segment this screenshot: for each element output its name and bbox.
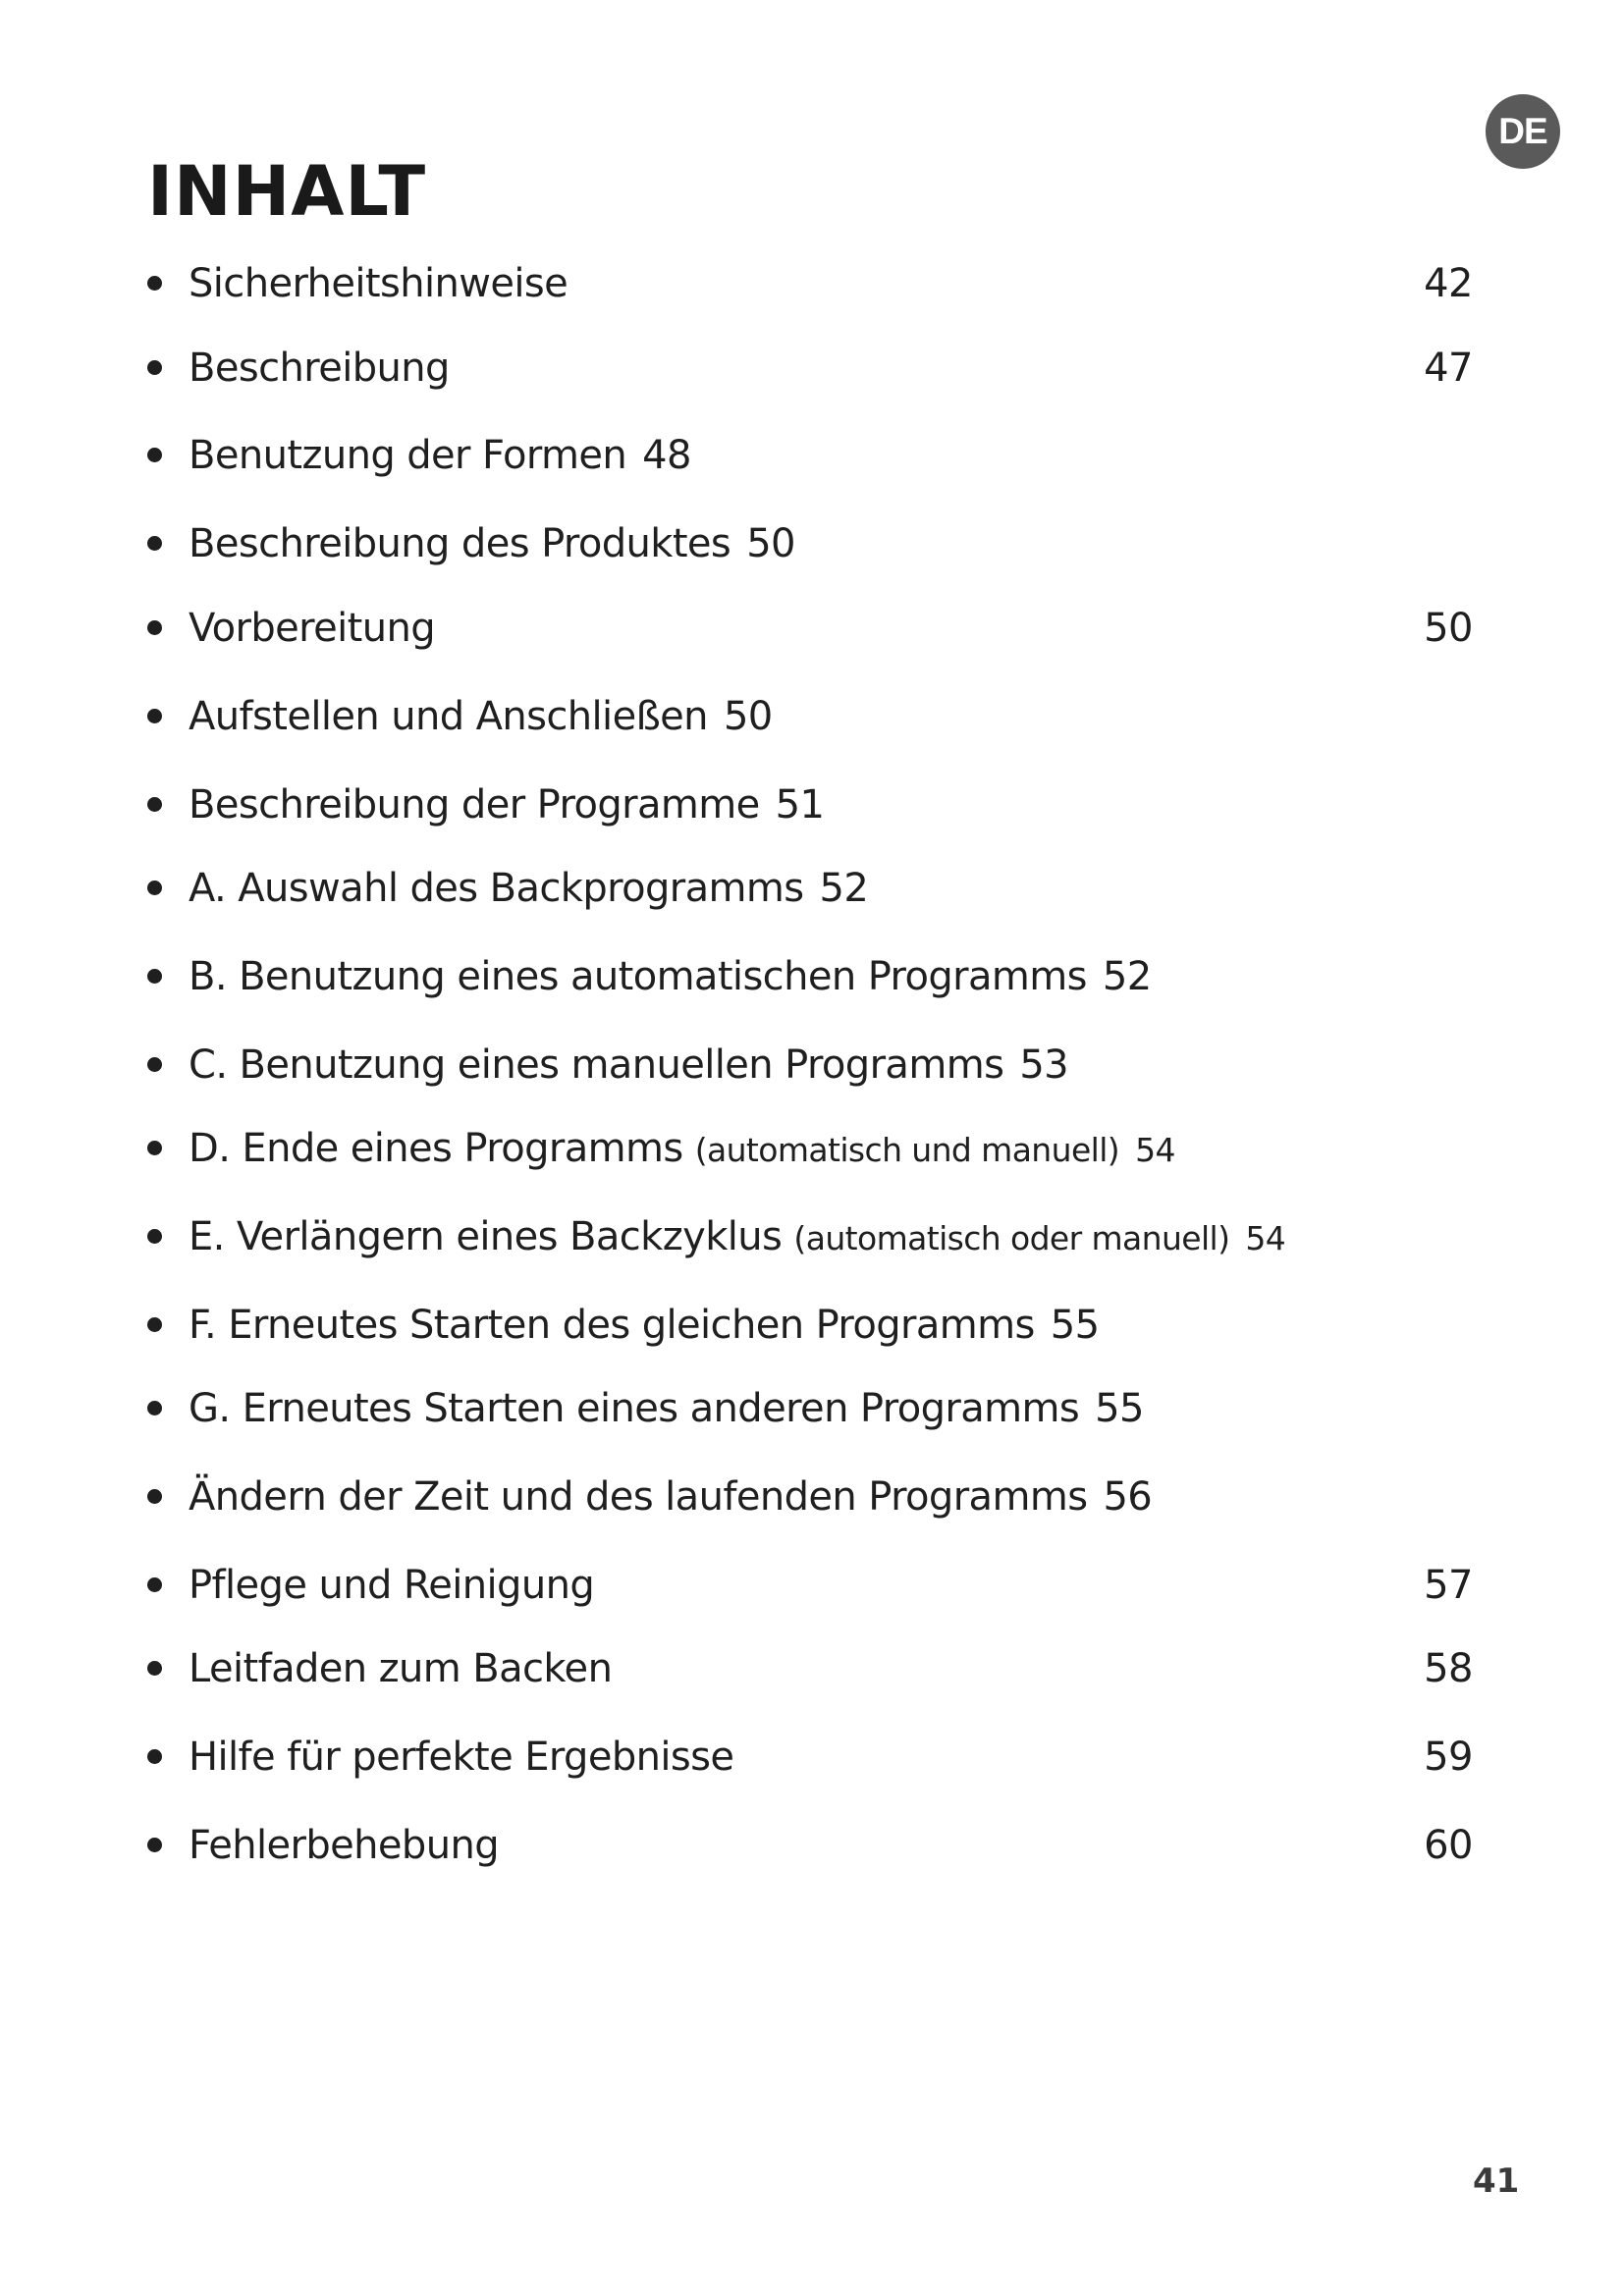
toc-item-aendern[interactable]	[147, 1468, 1473, 1526]
toc-item-page: 48	[642, 433, 691, 478]
toc-item-text	[189, 1036, 1068, 1095]
toc-item-c[interactable]	[147, 1036, 1473, 1095]
toc-item-text	[189, 947, 1152, 1006]
toc-item-label: B. Benutzung eines automatischen Programms	[189, 954, 1087, 999]
toc-item-d[interactable]	[147, 1119, 1473, 1178]
toc-item-page: 58	[1424, 1646, 1473, 1691]
toc-item-label: F. Erneutes Starten des gleichen Programms	[189, 1303, 1035, 1348]
toc-item-page: 51	[775, 782, 825, 828]
toc-item-page: 50	[1424, 606, 1473, 651]
toc-item-page: 42	[1424, 261, 1473, 306]
toc-item-page: 54	[1135, 1131, 1175, 1169]
toc-item-note: (automatisch und manuell)	[694, 1131, 1120, 1169]
toc-item-note: (automatisch oder manuell)	[793, 1219, 1230, 1257]
toc-item-text	[189, 426, 691, 485]
toc-item-label: Beschreibung	[189, 346, 450, 391]
toc-item-label: Leitfaden zum Backen	[189, 1646, 613, 1691]
toc-item-page: 55	[1050, 1303, 1100, 1348]
toc-item-beschreibung-des-produktes[interactable]	[147, 514, 1473, 573]
toc-item-label: Aufstellen und Anschließen	[189, 694, 708, 739]
toc-item-text	[189, 1119, 1175, 1180]
toc-item-b[interactable]	[147, 947, 1473, 1006]
toc-item-sicherheitshinweise[interactable]	[147, 254, 1473, 313]
bullet-icon	[147, 620, 162, 635]
toc-item-page: 52	[819, 866, 869, 911]
toc-item-a[interactable]	[147, 859, 1473, 918]
bullet-icon	[147, 1229, 162, 1244]
toc-item-beschreibung-der-programme[interactable]	[147, 775, 1473, 834]
bullet-icon	[147, 1838, 162, 1852]
toc-item-text	[189, 514, 795, 573]
toc-item-text	[189, 1207, 1285, 1268]
bullet-icon	[147, 276, 162, 291]
bullet-icon	[147, 1577, 162, 1592]
toc-item-label: Hilfe für perfekte Ergebnisse	[189, 1735, 734, 1780]
bullet-icon	[147, 709, 162, 723]
toc-item-label: Beschreibung der Programme	[189, 782, 760, 828]
bullet-icon	[147, 1141, 162, 1155]
toc-item-page: 50	[746, 521, 795, 566]
toc-item-beschreibung[interactable]	[147, 339, 1473, 398]
page-number: 41	[1473, 2162, 1520, 2201]
bullet-icon	[147, 536, 162, 551]
toc-item-page: 59	[1424, 1735, 1473, 1780]
bullet-icon	[147, 797, 162, 812]
toc-item-page: 55	[1095, 1386, 1144, 1431]
toc-item-label: A. Auswahl des Backprogramms	[189, 866, 804, 911]
language-badge: DE	[1486, 94, 1560, 169]
toc-item-page: 60	[1424, 1823, 1473, 1868]
toc-item-page: 47	[1424, 346, 1473, 391]
toc-item-page: 52	[1102, 954, 1152, 999]
bullet-icon	[147, 1057, 162, 1072]
toc-item-g[interactable]	[147, 1379, 1473, 1438]
toc-item-hilfe[interactable]	[147, 1728, 1473, 1787]
toc-item-label: D. Ende eines Programms	[189, 1126, 683, 1171]
toc-item-text	[189, 1468, 1152, 1526]
bullet-icon	[147, 1661, 162, 1676]
toc-item-page: 54	[1245, 1219, 1286, 1257]
toc-item-vorbereitung[interactable]	[147, 599, 1473, 658]
page-title: INHALT	[147, 151, 427, 232]
toc-item-label: Ändern der Zeit und des laufenden Programms	[189, 1474, 1088, 1520]
toc-item-label: E. Verlängern eines Backzyklus	[189, 1214, 783, 1259]
toc-item-label: Benutzung der Formen	[189, 433, 627, 478]
bullet-icon	[147, 969, 162, 984]
toc-item-label: G. Erneutes Starten eines anderen Programms	[189, 1386, 1080, 1431]
bullet-icon	[147, 1489, 162, 1504]
toc-item-text	[189, 859, 868, 918]
bullet-icon	[147, 881, 162, 895]
toc-item-label: Vorbereitung	[189, 606, 436, 651]
bullet-icon	[147, 1317, 162, 1332]
toc-item-leitfaden[interactable]	[147, 1639, 1473, 1698]
toc-item-text	[189, 687, 773, 746]
toc-item-label: Sicherheitshinweise	[189, 261, 568, 306]
toc-item-fehlerbehebung[interactable]	[147, 1816, 1473, 1875]
toc-item-page: 56	[1103, 1474, 1153, 1520]
bullet-icon	[147, 448, 162, 462]
toc-item-page: 57	[1424, 1563, 1473, 1608]
toc-item-benutzung-der-formen[interactable]	[147, 426, 1473, 485]
bullet-icon	[147, 1401, 162, 1415]
toc-item-text	[189, 1296, 1099, 1355]
toc-item-page: 53	[1019, 1042, 1069, 1088]
toc-item-text	[189, 775, 824, 834]
toc-item-aufstellen[interactable]	[147, 687, 1473, 746]
toc-item-page: 50	[723, 694, 773, 739]
toc-item-label: C. Benutzung eines manuellen Programms	[189, 1042, 1004, 1088]
toc-item-f[interactable]	[147, 1296, 1473, 1355]
toc-item-text	[189, 1379, 1144, 1438]
toc-item-label: Fehlerbehebung	[189, 1823, 499, 1868]
toc-item-e[interactable]	[147, 1207, 1473, 1266]
bullet-icon	[147, 1749, 162, 1764]
toc-item-label: Beschreibung des Produktes	[189, 521, 731, 566]
toc-item-label: Pflege und Reinigung	[189, 1563, 595, 1608]
bullet-icon	[147, 360, 162, 375]
toc-item-pflege[interactable]	[147, 1556, 1473, 1615]
